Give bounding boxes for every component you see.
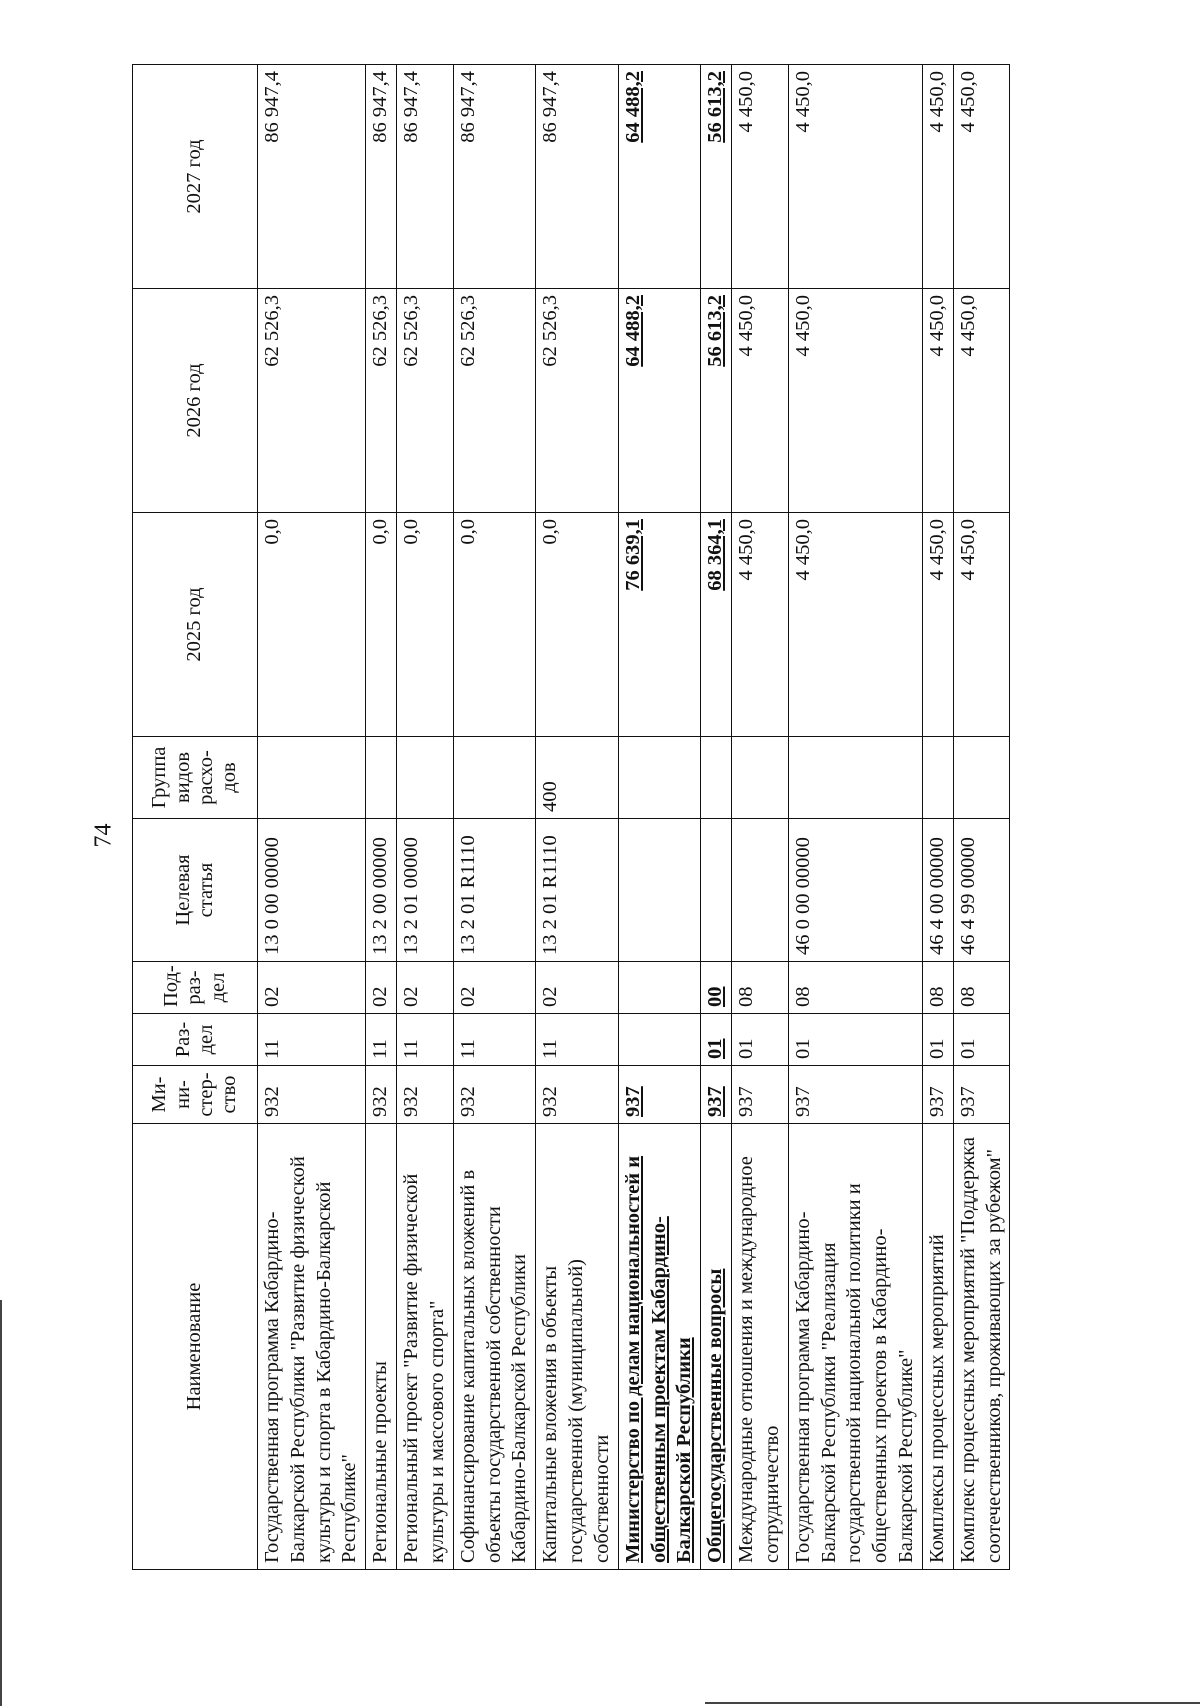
cell-section: 01: [953, 1014, 1010, 1066]
cell-name: Министерство по делам национальностей и общественным проектам Кабардино-Балкарской Республики: [618, 1124, 700, 1570]
cell-expense-group: [788, 737, 922, 819]
col-header-2025: 2025 год: [133, 513, 258, 737]
cell-target: [701, 819, 732, 962]
cell-2026: 62 526,3: [366, 289, 397, 513]
cell-ministry: 937: [922, 1066, 953, 1124]
cell-subsection: 02: [453, 962, 535, 1014]
cell-2025: 4 450,0: [732, 513, 789, 737]
cell-section: 11: [397, 1014, 454, 1066]
table-row: [732, 65, 789, 1570]
cell-target: 13 2 01 R1110: [536, 819, 618, 962]
cell-expense-group: 400: [536, 737, 618, 819]
table-row: [536, 65, 618, 1570]
cell-subsection: 08: [732, 962, 789, 1014]
page-number: 74: [90, 823, 117, 848]
cell-ministry: 937: [732, 1066, 789, 1124]
cell-name: Комплекс процессных мероприятий "Поддержка соотечественников, проживающих за рубежом": [953, 1124, 1010, 1570]
table-row: [397, 65, 454, 1570]
table-row: [258, 65, 366, 1570]
cell-section: [618, 1014, 700, 1066]
table-row: [366, 65, 397, 1570]
cell-expense-group: [922, 737, 953, 819]
cell-ministry: 932: [397, 1066, 454, 1124]
cell-name: Международные отношения и международное сотрудничество: [732, 1124, 789, 1570]
table-row: [922, 65, 953, 1570]
table-header-row: [133, 65, 258, 1570]
cell-expense-group: [453, 737, 535, 819]
table-row: [453, 65, 535, 1570]
cell-section: 01: [701, 1014, 732, 1066]
cell-section: 11: [536, 1014, 618, 1066]
cell-expense-group: [366, 737, 397, 819]
cell-ministry: 937: [788, 1066, 922, 1124]
cell-name: Софинансирование капитальных вложений в объекты государственной собственности Кабардино-Балкарской Республики: [453, 1124, 535, 1570]
cell-2025: 4 450,0: [922, 513, 953, 737]
cell-target: 46 4 99 00000: [953, 819, 1010, 962]
cell-name: Государственная программа Кабардино-Балкарской Республики "Развитие физической культуры и спорта в Кабардино-Балкарской Республике": [258, 1124, 366, 1570]
cell-2026: 4 450,0: [953, 289, 1010, 513]
table-row: [701, 65, 732, 1570]
cell-expense-group: [618, 737, 700, 819]
col-header-2027: 2027 год: [133, 65, 258, 289]
cell-2026: 62 526,3: [453, 289, 535, 513]
cell-2026: 4 450,0: [922, 289, 953, 513]
cell-expense-group: [701, 737, 732, 819]
cell-2026: 62 526,3: [397, 289, 454, 513]
cell-2027: 86 947,4: [453, 65, 535, 289]
cell-2027: 86 947,4: [258, 65, 366, 289]
cell-subsection: [618, 962, 700, 1014]
cell-section: 11: [258, 1014, 366, 1066]
cell-2027: 64 488,2: [618, 65, 700, 289]
cell-target: 13 2 01 00000: [397, 819, 454, 962]
scan-bottom-edge: [705, 1702, 1200, 1704]
cell-ministry: 937: [618, 1066, 700, 1124]
cell-section: 01: [732, 1014, 789, 1066]
cell-expense-group: [953, 737, 1010, 819]
cell-name: Государственная программа Кабардино-Балкарской Республики "Реализация государственной национальной политики и общественных проектов в Кабардино-Балкарской Республике": [788, 1124, 922, 1570]
cell-ministry: 937: [701, 1066, 732, 1124]
cell-expense-group: [732, 737, 789, 819]
cell-2025: 0,0: [453, 513, 535, 737]
cell-subsection: 00: [701, 962, 732, 1014]
cell-target: [618, 819, 700, 962]
cell-2026: 56 613,2: [701, 289, 732, 513]
cell-2026: 4 450,0: [732, 289, 789, 513]
cell-2026: 64 488,2: [618, 289, 700, 513]
table-body: [258, 65, 1010, 1570]
cell-target: 13 0 00 00000: [258, 819, 366, 962]
cell-2027: 4 450,0: [922, 65, 953, 289]
col-header-expense-group: Группа видов расхо-дов: [133, 737, 258, 819]
cell-name: Комплексы процессных мероприятий: [922, 1124, 953, 1570]
cell-subsection: 08: [922, 962, 953, 1014]
cell-2025: 68 364,1: [701, 513, 732, 737]
cell-ministry: 932: [366, 1066, 397, 1124]
cell-2025: 0,0: [397, 513, 454, 737]
cell-section: 11: [453, 1014, 535, 1066]
cell-2027: 86 947,4: [397, 65, 454, 289]
cell-name: Региональные проекты: [366, 1124, 397, 1570]
cell-2026: 62 526,3: [258, 289, 366, 513]
cell-ministry: 932: [258, 1066, 366, 1124]
cell-expense-group: [397, 737, 454, 819]
budget-table: [132, 64, 1010, 1570]
cell-section: 01: [922, 1014, 953, 1066]
col-header-2026: 2026 год: [133, 289, 258, 513]
cell-subsection: 02: [397, 962, 454, 1014]
cell-target: [732, 819, 789, 962]
cell-name: Общегосударственные вопросы: [701, 1124, 732, 1570]
cell-2027: 86 947,4: [366, 65, 397, 289]
cell-2027: 4 450,0: [953, 65, 1010, 289]
table-row: [618, 65, 700, 1570]
cell-subsection: 08: [953, 962, 1010, 1014]
cell-2027: 86 947,4: [536, 65, 618, 289]
cell-subsection: 08: [788, 962, 922, 1014]
cell-subsection: 02: [366, 962, 397, 1014]
cell-target: 46 0 00 00000: [788, 819, 922, 962]
cell-2025: 0,0: [536, 513, 618, 737]
cell-target: 46 4 00 00000: [922, 819, 953, 962]
cell-section: 01: [788, 1014, 922, 1066]
cell-2025: 0,0: [258, 513, 366, 737]
cell-target: 13 2 01 R1110: [453, 819, 535, 962]
table-row: [953, 65, 1010, 1570]
col-header-section: Раз-дел: [133, 1014, 258, 1066]
scan-left-edge: [0, 1300, 2, 1706]
col-header-target: Целевая статья: [133, 819, 258, 962]
rotated-table-container: [132, 65, 1064, 1570]
table-row: [788, 65, 922, 1570]
cell-name: Региональный проект "Развитие физической культуры и массового спорта": [397, 1124, 454, 1570]
cell-2025: 4 450,0: [788, 513, 922, 737]
cell-target: 13 2 00 00000: [366, 819, 397, 962]
cell-ministry: 932: [453, 1066, 535, 1124]
cell-subsection: 02: [536, 962, 618, 1014]
cell-name: Капитальные вложения в объекты государственной (муниципальной) собственности: [536, 1124, 618, 1570]
col-header-name: Наименование: [133, 1124, 258, 1570]
cell-2026: 62 526,3: [536, 289, 618, 513]
cell-2026: 4 450,0: [788, 289, 922, 513]
cell-2025: 76 639,1: [618, 513, 700, 737]
col-header-ministry: Ми-ни-стер-ство: [133, 1066, 258, 1124]
cell-section: 11: [366, 1014, 397, 1066]
cell-2027: 4 450,0: [732, 65, 789, 289]
cell-subsection: 02: [258, 962, 366, 1014]
cell-expense-group: [258, 737, 366, 819]
cell-2025: 4 450,0: [953, 513, 1010, 737]
cell-2027: 4 450,0: [788, 65, 922, 289]
col-header-subsection: Под-раз-дел: [133, 962, 258, 1014]
cell-ministry: 937: [953, 1066, 1010, 1124]
cell-2025: 0,0: [366, 513, 397, 737]
cell-ministry: 932: [536, 1066, 618, 1124]
cell-2027: 56 613,2: [701, 65, 732, 289]
